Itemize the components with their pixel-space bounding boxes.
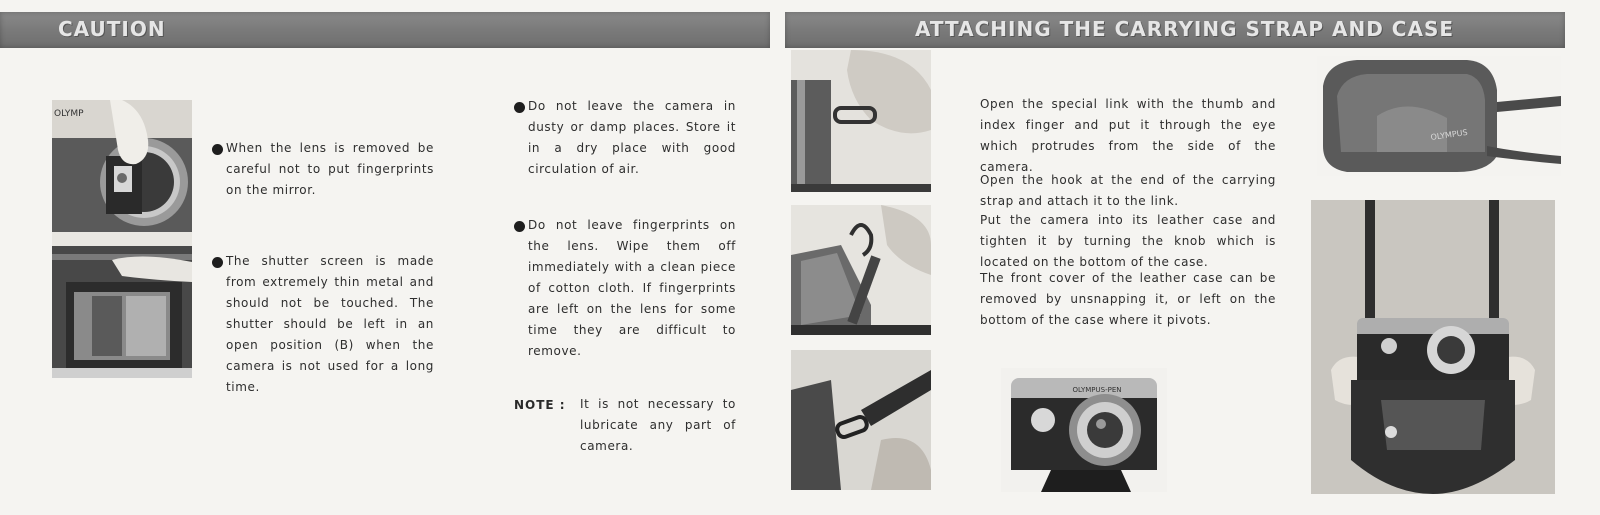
strap-step-link: Open the special link with the thumb and index finger and put it through the eye which protrudes from the side of the camera. <box>980 97 1276 174</box>
caution-bullet-lens: Do not leave fingerprints on the lens. Wipe them off immediately with a clean piece of cotton cloth. If fingerprints are left on the lens for some time they are difficult to remove. <box>528 218 736 358</box>
caution-heading: CAUTION <box>58 17 166 41</box>
right-page <box>785 0 1600 515</box>
bullet-marker <box>212 144 223 155</box>
strap-case-heading: ATTACHING THE CARRYING STRAP AND CASE <box>915 17 1455 41</box>
camera-brand-label: OLYMPUS-PEN <box>1072 386 1122 394</box>
caution-banner <box>0 12 770 48</box>
bullet-marker <box>212 257 223 268</box>
shutter-screen-photo <box>52 232 192 378</box>
note-label: NOTE : <box>514 398 566 412</box>
leather-case-photo <box>1317 56 1561 176</box>
caution-bullet-storage: Do not leave the camera in dusty or damp places. Store it in a dry place with good circulation of air. <box>528 99 736 176</box>
link-eye-photo <box>791 50 931 192</box>
photo-brand-label: OLYMP <box>54 109 84 119</box>
strap-step-cover: The front cover of the leather case can be removed by unsnapping it, or left on the bottom of the case where it pivots. <box>980 271 1276 327</box>
caution-bullet-mirror: When the lens is removed be careful not to put fingerprints on the mirror. <box>226 141 434 197</box>
lens-mount-photo <box>52 100 192 232</box>
bullet-marker <box>514 221 525 232</box>
caution-bullet-shutter: The shutter screen is made from extremely thin metal and should not be touched. The shutter should be left in an open position (B) when the camera is not used for a long time. <box>226 254 434 394</box>
case-brand-label: OLYMPUS <box>1430 127 1469 142</box>
note-text: It is not necessary to lubricate any part of camera. <box>580 397 736 453</box>
bullet-marker <box>514 102 525 113</box>
strap-hook-photo <box>791 205 931 335</box>
strap-step-case: Put the camera into its leather case and tighten it by turning the knob which is located on the bottom of the case. <box>980 213 1276 269</box>
left-page <box>0 0 770 515</box>
camera-front-photo <box>1001 368 1167 492</box>
camera-in-case-photo <box>1311 200 1555 494</box>
strap-step-hook: Open the hook at the end of the carrying strap and attach it to the link. <box>980 173 1276 208</box>
strap-attached-photo <box>791 350 931 490</box>
strap-case-banner <box>785 12 1565 48</box>
